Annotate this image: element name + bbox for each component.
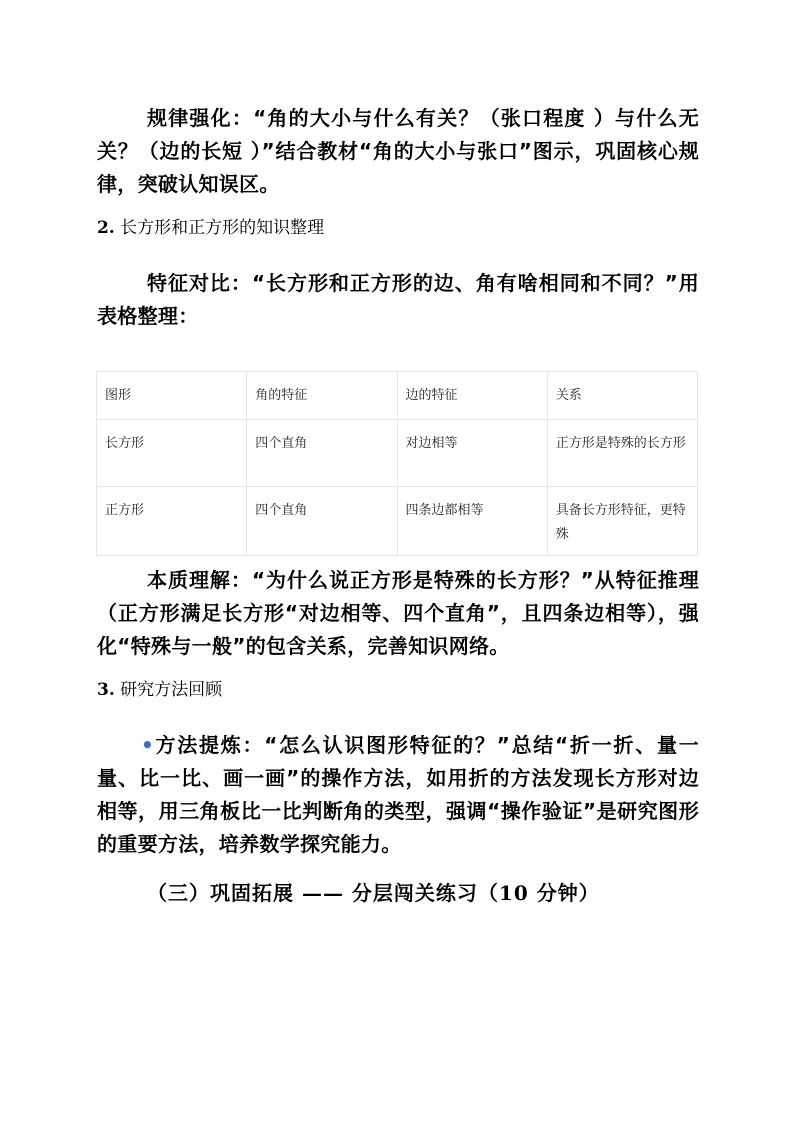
heading-number: 2. [97, 218, 115, 238]
paragraph-text: 特征对比：“长方形和正方形的边、角有啥相同和不同？”用表格整理： [97, 271, 699, 328]
paragraph-text: 本质理解：“为什么说正方形是特殊的长方形？”从特征推理（正方形满足长方形“对边相等、四个直角”，且四条边相等），强化“特殊与一般”的包含关系，完善知识网络。 [97, 568, 699, 658]
heading-text: 研究方法回顾 [114, 680, 223, 700]
table-cell: 具备长方形特征，更特殊 [547, 487, 697, 556]
paragraph-method-refinement [97, 729, 699, 861]
table-cell: 正方形是特殊的长方形 [547, 420, 697, 487]
paragraph-text: 规律强化：“角的大小与什么有关？（张口程度 ）与什么无关？（边的长短 ）”结合教材“角的大小与张口”图示，巩固核心规律，突破认知误区。 [97, 106, 699, 196]
section-heading-text: （三）巩固拓展 —— 分层闯关练习（10 分钟） [147, 881, 600, 905]
table-header-cell: 角的特征 [247, 372, 397, 420]
table-header-cell: 关系 [547, 372, 697, 420]
heading-number: 3. [97, 680, 115, 700]
table-cell: 正方形 [97, 487, 247, 556]
section-heading-consolidation [147, 879, 600, 907]
table-cell: 四条边都相等 [397, 487, 547, 556]
table-cell: 四个直角 [247, 420, 397, 487]
heading-rectangle-square [97, 217, 324, 239]
table-cell: 对边相等 [397, 420, 547, 487]
bullet-icon: • [141, 733, 155, 757]
table-header-cell: 边的特征 [397, 372, 547, 420]
table-row [97, 487, 698, 556]
paragraph-essence-understanding [97, 564, 699, 663]
table-header-row [97, 372, 698, 420]
paragraph-text: 方法提炼：“怎么认识图形特征的？”总结“折一折、量一量、比一比、画一画”的操作方法，如用折的方法发现长方形对边相等，用三角板比一比判断角的类型，强调“操作验证”是研究图形的重要方法，培养数学探究能力。 [97, 733, 699, 856]
heading-text: 长方形和正方形的知识整理 [114, 218, 325, 238]
table-row [97, 420, 698, 487]
paragraph-rule-reinforcement [97, 102, 699, 201]
heading-research-methods [97, 679, 222, 701]
table-cell: 长方形 [97, 420, 247, 487]
paragraph-feature-comparison [97, 267, 699, 333]
table-cell: 四个直角 [247, 487, 397, 556]
comparison-table [96, 371, 698, 556]
table-header-cell: 图形 [97, 372, 247, 420]
